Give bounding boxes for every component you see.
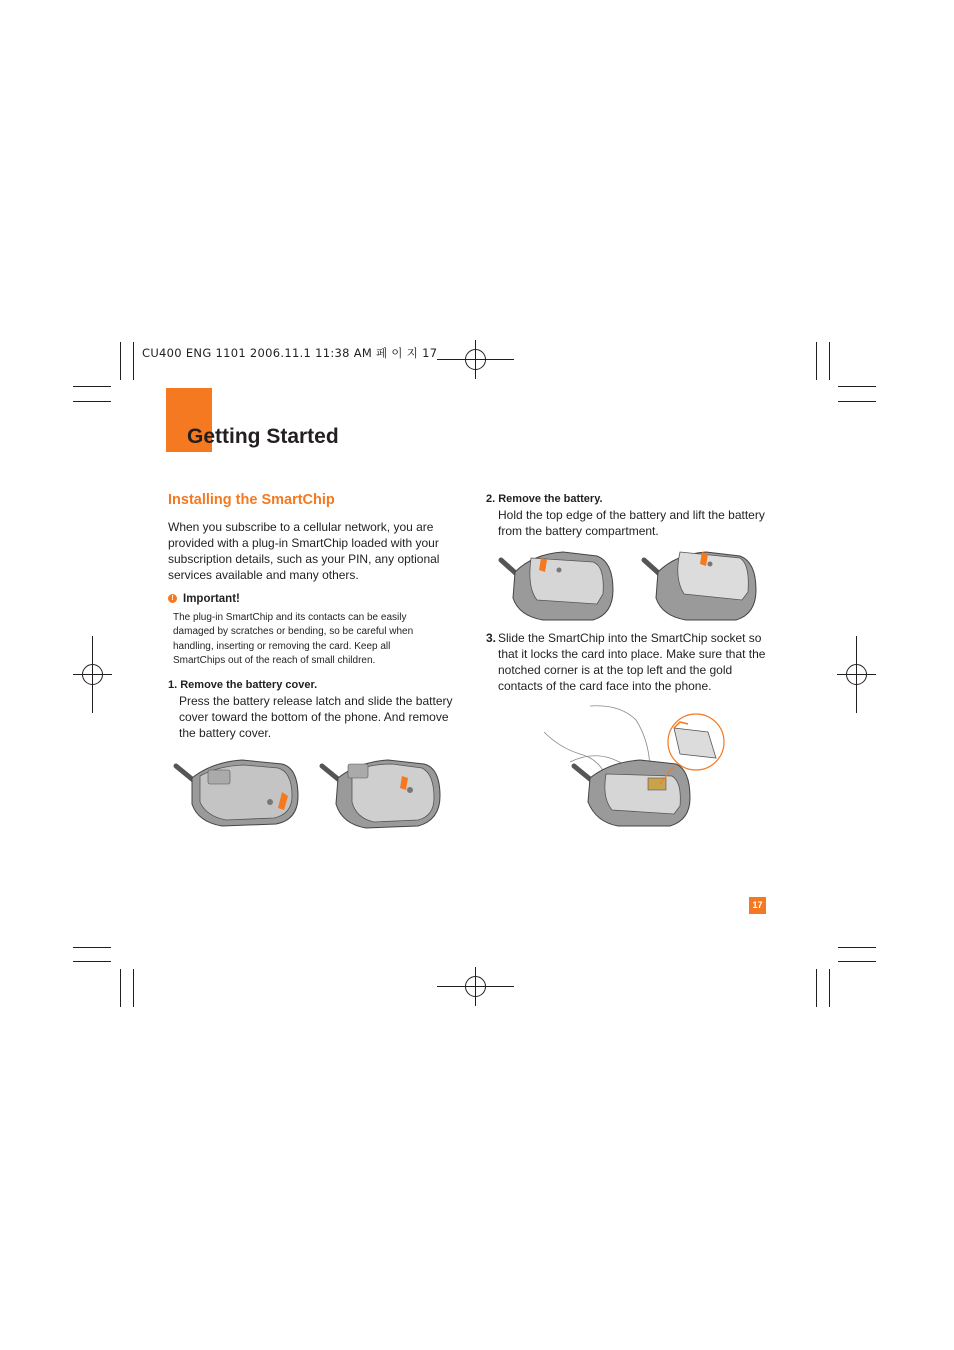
step2-text	[498, 507, 778, 539]
important-note	[173, 611, 453, 668]
step3-number: 3.	[486, 631, 497, 645]
registration-mark-bottom-icon	[437, 967, 515, 1007]
phone-battery-lift-illustration-2	[640, 548, 758, 624]
step3-text	[498, 630, 778, 694]
step2-line: Hold the top edge of the battery and lift the battery	[498, 508, 765, 522]
step1-line: Press the battery release latch and slide the battery	[179, 694, 453, 708]
important-label: Important!	[183, 593, 240, 605]
important-line: SmartChips out of the reach of small children.	[173, 654, 376, 666]
intro-paragraph	[168, 519, 458, 583]
phone-battery-cover-latch-illustration	[172, 756, 304, 830]
intro-line: provided with a plug-in SmartChip loaded with your	[168, 536, 439, 550]
important-line: handling, inserting or removing the card. Keep all	[173, 640, 391, 652]
step3-line: that it locks the card into place. Make sure that the	[498, 647, 766, 661]
step3-line: notched corner is at the top left and the gold	[498, 663, 733, 677]
smartchip-insert-illustration	[540, 702, 730, 830]
intro-line: subscription details, such as your PIN, any optional	[168, 552, 440, 566]
step1-line: the battery cover.	[179, 726, 272, 740]
important-line: damaged by scratches or bending, so be careful when	[173, 626, 414, 638]
intro-line: services available and many others.	[168, 568, 359, 582]
step1-heading: 1. Remove the battery cover.	[168, 679, 318, 691]
registration-mark-left-icon	[73, 636, 113, 714]
exclamation-icon: !	[168, 594, 177, 603]
registration-mark-right-icon	[837, 636, 877, 714]
step1-line: cover toward the bottom of the phone. And remove	[179, 710, 449, 724]
print-header: CU400 ENG 1101 2006.11.1 11:38 AM 페 이 지 17	[142, 346, 438, 360]
step2-heading: 2. Remove the battery.	[486, 493, 603, 505]
page-number: 17	[749, 897, 766, 914]
registration-mark-top-icon	[437, 340, 515, 380]
page-title: Getting Started	[187, 425, 339, 448]
important-line: The plug-in SmartChip and its contacts can be easily	[173, 612, 407, 623]
section-title: Installing the SmartChip	[168, 492, 335, 508]
step1-text	[179, 693, 459, 741]
step3-line: Slide the SmartChip into the SmartChip socket so	[498, 631, 762, 645]
phone-battery-lift-illustration-1	[497, 548, 615, 624]
phone-battery-cover-slide-illustration	[318, 756, 444, 830]
step2-line: from the battery compartment.	[498, 524, 659, 538]
intro-line: When you subscribe to a cellular network, you are	[168, 520, 434, 534]
step3-line: contacts of the card face into the phone.	[498, 679, 712, 693]
